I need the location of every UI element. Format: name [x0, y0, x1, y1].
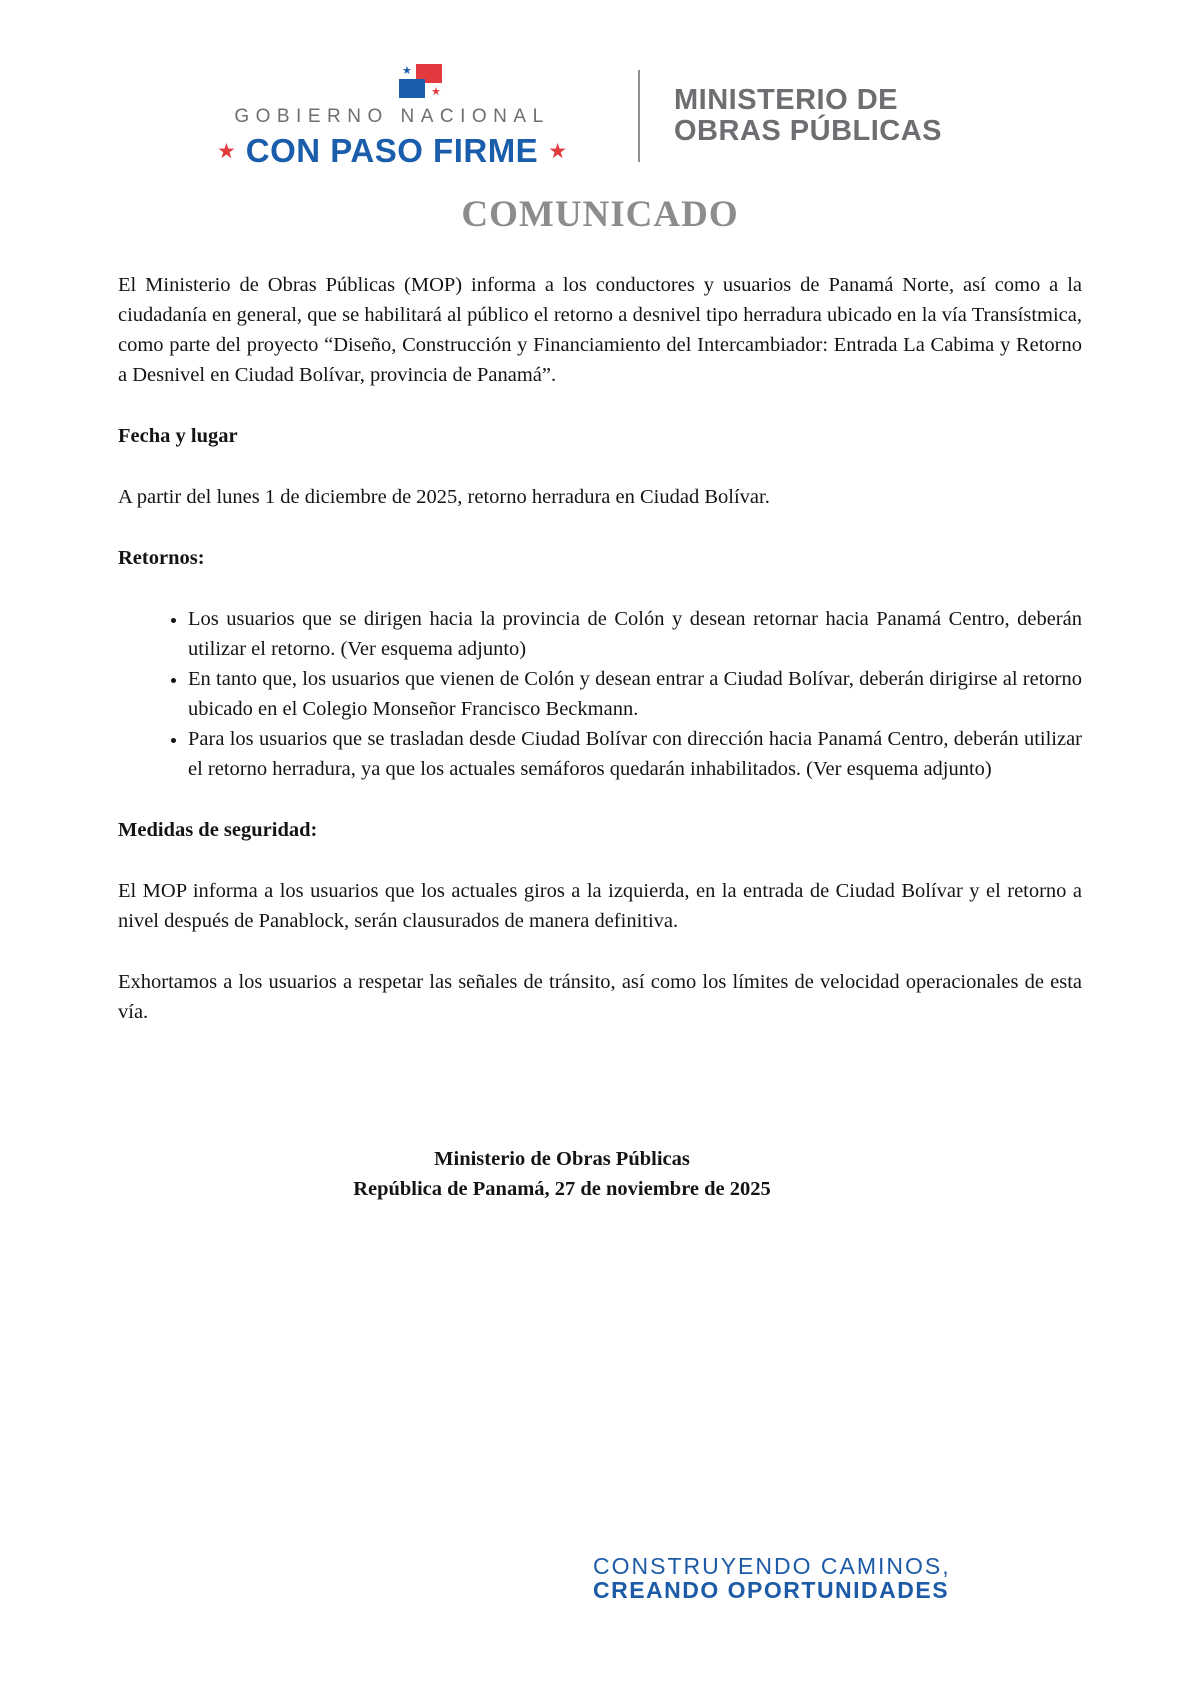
star-icon: ★: [216, 139, 236, 163]
intro-paragraph: El Ministerio de Obras Públicas (MOP) informa a los conductores y usuarios de Panamá Norte, así como a la ciudadanía en general, que se habilitará al público el retorno a desnivel tipo herradura ubicado en la vía Transístmica, como parte del proyecto “Diseño, Construcción y Financiamiento del Intercambiador: Entrada La Cabima y Retorno a Desnivel en Ciudad Bolívar, provincia de Panamá”.: [118, 274, 1082, 386]
heading-fecha-y-lugar: Fecha y lugar: [118, 425, 238, 447]
signature-date: República de Panamá, 27 de noviembre de 2025: [353, 1178, 771, 1200]
document-title: COMUNICADO: [461, 194, 739, 235]
letterhead: [218, 62, 942, 170]
fecha-paragraph: A partir del lunes 1 de diciembre de 2025, retorno herradura en Ciudad Bolívar.: [118, 486, 770, 508]
heading-medidas-de-seguridad: Medidas de seguridad:: [118, 819, 318, 841]
retornos-bullet-list: [118, 604, 1082, 784]
list-item: • En tanto que, los usuarios que vienen de Colón y desean entrar a Ciudad Bolívar, deberán dirigirse al retorno ubicado en el Colegio Monseñor Francisco Beckmann.: [188, 664, 1082, 724]
gobierno-nacional-logo: [218, 62, 566, 170]
signature-ministry: Ministerio de Obras Públicas: [434, 1148, 690, 1170]
signature-block: [80, 1144, 1044, 1204]
ministry-name: [674, 85, 942, 147]
medidas-paragraph: El MOP informa a los usuarios que los actuales giros a la izquierda, en la entrada de Ciudad Bolívar y el retorno a nivel después de Panablock, serán clausurados de manera definitiva.: [118, 880, 1082, 932]
con-paso-firme-text: CON PASO FIRME: [245, 132, 539, 169]
gobierno-nacional-text: GOBIERNO NACIONAL: [234, 106, 550, 127]
flag-blue-rect: [399, 79, 425, 98]
panama-flag-icon: [399, 62, 447, 102]
flag-blue-star-icon: ★: [402, 64, 412, 77]
header-divider: [638, 70, 640, 162]
footer-tagline: [593, 1554, 951, 1602]
star-icon: ★: [548, 139, 568, 163]
footer-tagline-line2: CREANDO OPORTUNIDADES: [593, 1577, 950, 1603]
ministry-name-line1: MINISTERIO DE: [674, 84, 899, 116]
document-body: [118, 270, 1082, 1058]
list-item: • Para los usuarios que se trasladan desde Ciudad Bolívar con dirección hacia Panamá Centro, deberán utilizar el retorno herradura, ya que los actuales semáforos quedarán inhabilitados. (Ver esquema adjunto): [188, 724, 1082, 784]
list-item: • Los usuarios que se dirigen hacia la provincia de Colón y desean retornar hacia Panamá Centro, deberán utilizar el retorno. (Ver esquema adjunto): [188, 604, 1082, 664]
heading-retornos: Retornos:: [118, 547, 205, 569]
exhorto-paragraph: Exhortamos a los usuarios a respetar las señales de tránsito, así como los límites de velocidad operacionales de esta vía.: [118, 971, 1082, 1023]
flag-red-star-icon: ★: [431, 85, 441, 98]
con-paso-firme-slogan: [217, 132, 567, 170]
ministry-name-line2: OBRAS PÚBLICAS: [674, 115, 943, 147]
footer-tagline-line1: CONSTRUYENDO CAMINOS,: [593, 1553, 951, 1579]
